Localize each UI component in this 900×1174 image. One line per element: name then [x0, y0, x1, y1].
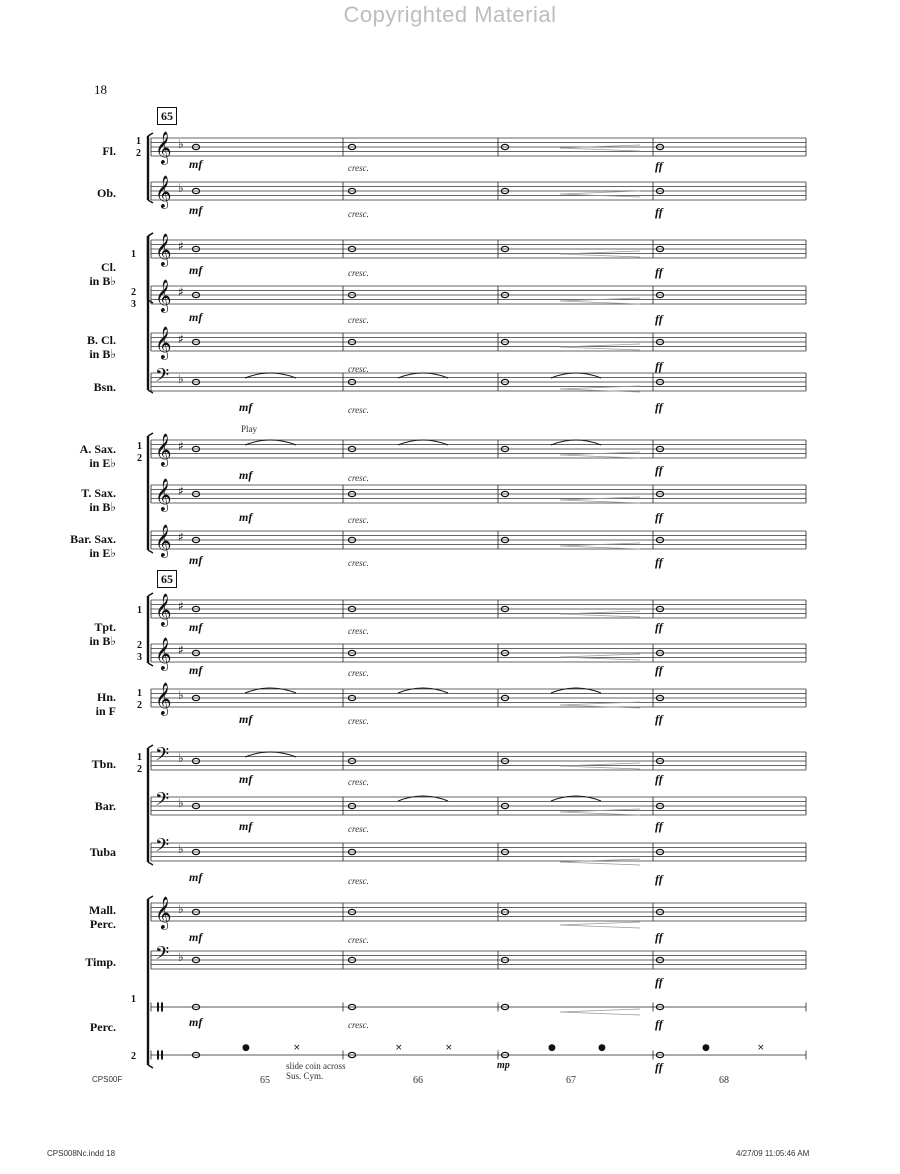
measure-number-66: 66 [413, 1075, 423, 1086]
dyn-ff-fl: ff [655, 159, 663, 173]
label-alto-sax: A. Sax. in E♭ [79, 442, 116, 470]
bracket-percussion-top [148, 896, 153, 899]
dyn-ff-tsax: ff [655, 510, 663, 524]
clef-timpani: 𝄢 [155, 943, 170, 969]
dyn-ff-timp: ff [655, 975, 663, 989]
key-signature-baritone: ♭ [178, 795, 184, 810]
perc-hit: ● [548, 1043, 556, 1053]
dyn-mf-tpt1: mf [189, 620, 203, 634]
cresc-fl: cresc. [348, 163, 369, 173]
perc-hit: × [395, 1043, 403, 1053]
label-bass-clarinet: B. Cl. in B♭ [86, 333, 116, 361]
dyn-ff-barsax: ff [655, 555, 663, 569]
hairpin-cresc [560, 859, 640, 862]
dyn-ff-ob: ff [655, 205, 663, 219]
dyn-mf-tbn: mf [239, 772, 253, 786]
key-signature-trumpet-23: ♯ [178, 642, 184, 657]
part-num-cl23: 2 3 [131, 287, 136, 310]
clef-bass-clarinet: 𝄞 [155, 325, 172, 359]
label-bari-sax: Bar. Sax. in E♭ [70, 532, 116, 560]
cresc-cl1: cresc. [348, 268, 369, 278]
measure-number-68: 68 [719, 1075, 729, 1086]
cresc-tsax: cresc. [348, 515, 369, 525]
bracket-low-brass-top [148, 745, 153, 748]
perc-hit: × [293, 1043, 301, 1053]
dyn-ff-perc2: ff [655, 1060, 663, 1074]
part-num-asax: 1 2 [137, 441, 142, 464]
label-trumpet: Tpt. in B♭ [89, 620, 116, 648]
cresc-asax: cresc. [348, 473, 369, 483]
bracket-trumpets-top [148, 593, 153, 596]
dyn-ff-perc1: ff [655, 1017, 663, 1031]
label-clarinet: Cl. in B♭ [89, 260, 116, 288]
key-signature-tenor-sax: ♯ [178, 483, 184, 498]
cresc-hn: cresc. [348, 716, 369, 726]
part-num-hn: 1 2 [137, 688, 142, 711]
copyright-watermark: Copyrighted Material [343, 2, 557, 27]
clef-trombone: 𝄢 [155, 744, 170, 770]
measure-number-65: 65 [260, 1075, 270, 1086]
measure-number-67: 67 [566, 1075, 576, 1086]
dyn-ff-cl23: ff [655, 312, 663, 326]
label-bassoon: Bsn. [93, 380, 116, 394]
rehearsal-mark-brass: 65 [157, 570, 177, 588]
part-num-tpt1: 1 [137, 605, 142, 616]
perc-hit: ● [242, 1043, 250, 1053]
dyn-mf-barsax: mf [189, 553, 203, 567]
dyn-ff-tuba: ff [655, 872, 663, 886]
hairpin-cresc [560, 389, 640, 392]
bracket-saxes-top [148, 433, 153, 436]
perc-clef-perc-1 [157, 1003, 159, 1012]
hairpin-cresc [560, 766, 640, 769]
label-timpani: Timp. [85, 955, 116, 969]
clef-clarinet-1: 𝄞 [155, 232, 172, 266]
key-signature-bass-clarinet: ♯ [178, 331, 184, 346]
dyn-ff-asax: ff [655, 463, 663, 477]
dyn-mf-bsn: mf [239, 400, 253, 414]
key-signature-trumpet-1: ♯ [178, 598, 184, 613]
label-mallet-perc: Mall. Perc. [89, 903, 116, 931]
clef-tenor-sax: 𝄞 [155, 477, 172, 511]
dyn-ff-cl1: ff [655, 265, 663, 279]
part-num-cl1: 1 [131, 249, 136, 260]
clef-bari-sax: 𝄞 [155, 523, 172, 557]
clef-baritone: 𝄢 [155, 789, 170, 815]
clef-bassoon: 𝄢 [155, 365, 170, 391]
perc-hit: ● [702, 1043, 710, 1053]
key-signature-mallets: ♭ [178, 901, 184, 916]
hairpin-cresc [560, 614, 640, 617]
perc-hit: × [445, 1043, 453, 1053]
label-trombone: Tbn. [91, 757, 116, 771]
hairpin-cresc [560, 1012, 640, 1015]
label-baritone: Bar. [94, 799, 116, 813]
dyn-ff-tbn: ff [655, 772, 663, 786]
label-oboe: Ob. [96, 186, 116, 200]
page-number: 18 [94, 82, 107, 97]
perc-clef-perc-2 [157, 1051, 159, 1060]
perc-hit: ● [598, 1043, 606, 1053]
dyn-mf-mall: mf [189, 930, 203, 944]
bracket-percussion-bottom [148, 1065, 153, 1068]
bracket-trumpets-bottom [148, 663, 153, 666]
bracket-woodwinds-1-top [148, 133, 153, 136]
key-signature-bassoon: ♭ [178, 371, 184, 386]
bracket-saxes-bottom [148, 550, 153, 553]
part-num-tpt23: 2 3 [137, 640, 142, 663]
hairpin-cresc [560, 546, 640, 549]
cresc-bsn: cresc. [348, 405, 369, 415]
hairpin-cresc [560, 455, 640, 458]
key-signature-tuba: ♭ [178, 841, 184, 856]
cresc-mall: cresc. [348, 935, 369, 945]
hairpin-cresc [560, 145, 640, 148]
dyn-mf-ob: mf [189, 203, 203, 217]
dyn-mf-perc1: mf [189, 1015, 203, 1029]
dyn-ff-tpt1: ff [655, 620, 663, 634]
dyn-ff-mall: ff [655, 930, 663, 944]
hairpin-cresc [560, 301, 640, 304]
cresc-barsax: cresc. [348, 558, 369, 568]
dyn-mf-fl: mf [189, 157, 203, 171]
dyn-mf-asax: mf [239, 468, 253, 482]
clef-trumpet-1: 𝄞 [155, 592, 172, 626]
cresc-tbn: cresc. [348, 777, 369, 787]
key-signature-clarinet-1: ♯ [178, 238, 184, 253]
dyn-ff-bsn: ff [655, 400, 663, 414]
hairpin-cresc [560, 812, 640, 815]
label-percussion: Perc. [89, 1020, 116, 1034]
footer-code: CPS00F [92, 1075, 123, 1084]
part-num-tbn: 1 2 [137, 752, 142, 775]
key-signature-oboe: ♭ [178, 180, 184, 195]
cresc-tuba: cresc. [348, 876, 369, 886]
footer-file: CPS008Nc.indd 18 [47, 1149, 116, 1158]
clef-tuba: 𝄢 [155, 835, 170, 861]
hairpin-cresc [560, 500, 640, 503]
key-signature-trombone: ♭ [178, 750, 184, 765]
hairpin-cresc [560, 1009, 640, 1012]
cresc-cl23: cresc. [348, 315, 369, 325]
clef-horn: 𝄞 [155, 681, 172, 715]
dyn-ff-bcl: ff [655, 359, 663, 373]
dyn-mf-hn: mf [239, 712, 253, 726]
label-tuba: Tuba [89, 845, 116, 859]
perc-clef-perc-1 [161, 1003, 163, 1012]
part-num-fl: 1 2 [136, 136, 141, 159]
hairpin-cresc [560, 922, 640, 925]
footer-timestamp: 4/27/09 11:05:46 AM [736, 1149, 810, 1158]
key-signature-alto-sax: ♯ [178, 438, 184, 453]
key-signature-flute: ♭ [178, 136, 184, 151]
perc-clef-perc-2 [161, 1051, 163, 1060]
clef-oboe: 𝄞 [155, 174, 172, 208]
dyn-mp-perc2: mp [497, 1060, 510, 1071]
key-signature-clarinet-23: ♯ [178, 284, 184, 299]
hairpin-cresc [560, 925, 640, 928]
hairpin-cresc [560, 347, 640, 350]
hairpin-cresc [560, 191, 640, 194]
cresc-bar: cresc. [348, 824, 369, 834]
annotation-slide-coin: slide coin across Sus. Cym. [286, 1061, 346, 1081]
rehearsal-mark-top: 65 [157, 107, 177, 125]
label-tenor-sax: T. Sax. in B♭ [81, 486, 116, 514]
dyn-mf-tpt23: mf [189, 663, 203, 677]
cresc-bcl: cresc. [348, 364, 369, 374]
hairpin-cresc [560, 705, 640, 708]
bracket-woodwinds-1-bottom [148, 200, 153, 203]
key-signature-bari-sax: ♯ [178, 529, 184, 544]
key-signature-timpani: ♭ [178, 949, 184, 964]
clef-clarinet-23: 𝄞 [155, 278, 172, 312]
perc-hit: × [757, 1043, 765, 1053]
clef-flute: 𝄞 [155, 130, 172, 164]
clef-trumpet-23: 𝄞 [155, 636, 172, 670]
bracket-woodwinds-2-top [148, 233, 153, 236]
dyn-ff-hn: ff [655, 712, 663, 726]
dyn-mf-tsax: mf [239, 510, 253, 524]
bracket-low-brass-bottom [148, 862, 153, 865]
hairpin-cresc [560, 254, 640, 257]
hairpin-cresc [560, 862, 640, 865]
part-num-perc1: 1 [131, 994, 136, 1005]
key-signature-horn: ♭ [178, 687, 184, 702]
dyn-mf-cl23: mf [189, 310, 203, 324]
hairpin-cresc [560, 148, 640, 151]
bracket-woodwinds-2-bottom [148, 390, 153, 393]
dyn-ff-tpt23: ff [655, 663, 663, 677]
hairpin-cresc [560, 654, 640, 657]
label-flute: Fl. [102, 144, 116, 158]
dyn-mf-cl1: mf [189, 263, 203, 277]
cresc-ob: cresc. [348, 209, 369, 219]
cresc-perc1: cresc. [348, 1020, 369, 1030]
clef-alto-sax: 𝄞 [155, 432, 172, 466]
cresc-tpt1: cresc. [348, 626, 369, 636]
label-horn: Hn. in F [95, 690, 116, 718]
cresc-tpt23: cresc. [348, 668, 369, 678]
dyn-mf-bar: mf [239, 819, 253, 833]
part-num-perc2: 2 [131, 1051, 136, 1062]
annotation-play: Play [241, 424, 258, 434]
clef-mallets: 𝄞 [155, 895, 172, 929]
dyn-ff-bar: ff [655, 819, 663, 833]
dyn-mf-tuba: mf [189, 870, 203, 884]
